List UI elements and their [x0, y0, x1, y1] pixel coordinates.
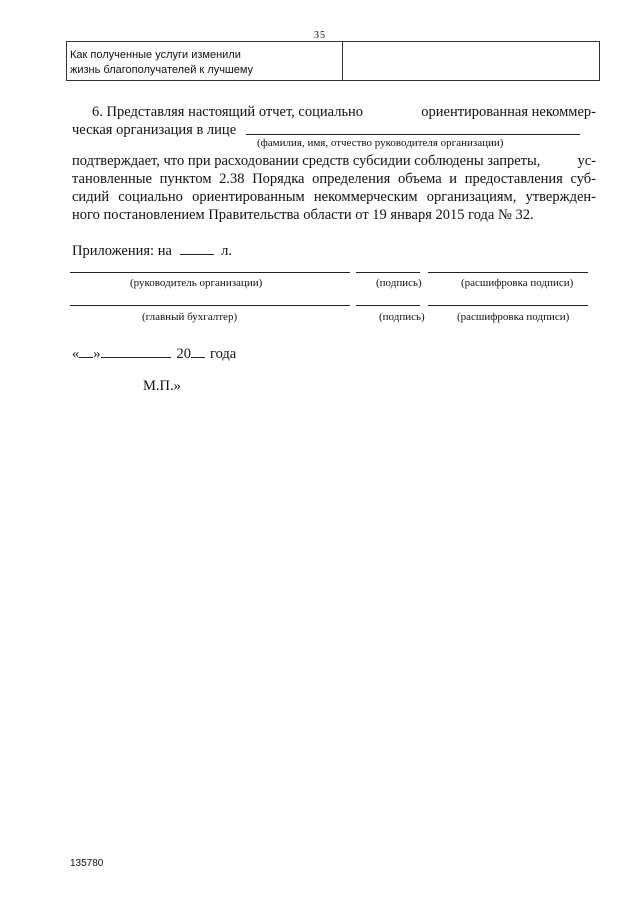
date-open-quote: « — [72, 346, 80, 362]
stamp-placeholder: М.П.» — [143, 378, 181, 394]
director-role-caption: (руководитель организации) — [130, 277, 263, 289]
date-line — [72, 345, 236, 363]
attachments-suffix: л. — [221, 243, 233, 259]
paragraph-line-3-left: подтверждает, что при расходовании средств субсидии соблюдены запреты, — [72, 153, 541, 169]
year-prefix: 20 — [176, 346, 191, 362]
paragraph-line-3-right: ус- — [577, 153, 596, 169]
accountant-signature-field[interactable] — [70, 305, 350, 306]
paragraph-line-4-text: тановленные пунктом 2.38 Порядка определения объема и предоставления суб- — [72, 171, 596, 187]
paragraph-line-1-right: ориентированная некоммер- — [421, 104, 596, 120]
director-signature-field[interactable] — [70, 272, 350, 273]
paragraph-line-4 — [72, 171, 596, 188]
director-name-caption: (фамилия, имя, отчество руководителя организации) — [257, 137, 504, 149]
attachments-count-field[interactable] — [180, 242, 214, 255]
attachments-label: Приложения: на — [72, 243, 172, 259]
accountant-decode-field[interactable] — [428, 305, 588, 306]
paragraph-line-5-text: сидий социально ориентированным некоммерческим организациям, утвержден- — [72, 189, 596, 205]
report-table-row — [66, 41, 600, 81]
director-name-field[interactable] — [246, 134, 580, 135]
accountant-decode-caption: (расшифровка подписи) — [457, 311, 570, 323]
date-close-quote: » — [93, 346, 101, 362]
day-field[interactable] — [79, 345, 93, 358]
footer-code: 135780 — [70, 858, 104, 869]
table-row-label-line-2: жизнь благополучателей к лучшему — [70, 64, 254, 76]
paragraph-line-6 — [72, 207, 596, 224]
attachments-line — [72, 242, 232, 260]
director-sign-caption: (подпись) — [376, 277, 422, 289]
paragraph-line-3 — [72, 153, 596, 170]
paragraph-line-1-left: 6. Представляя настоящий отчет, социально — [92, 104, 364, 120]
table-row-label-line-1: Как полученные услуги изменили — [70, 49, 241, 61]
director-sign-field[interactable] — [356, 272, 420, 273]
accountant-role-caption: (главный бухгалтер) — [142, 311, 238, 323]
paragraph-line-5 — [72, 189, 596, 206]
year-field[interactable] — [191, 345, 205, 358]
year-word: года — [210, 346, 237, 362]
table-row-label — [70, 48, 338, 78]
page-number: 35 — [314, 30, 326, 41]
accountant-sign-caption: (подпись) — [379, 311, 425, 323]
accountant-sign-field[interactable] — [356, 305, 420, 306]
paragraph-line-1 — [92, 104, 596, 121]
month-field[interactable] — [101, 345, 171, 358]
paragraph-line-2-text: ческая организация в лице — [72, 122, 237, 138]
table-column-divider — [342, 42, 343, 80]
director-decode-field[interactable] — [428, 272, 588, 273]
director-decode-caption: (расшифровка подписи) — [461, 277, 574, 289]
paragraph-line-6-text: ного постановлением Правительства области от 19 января 2015 года № 32. — [72, 207, 534, 223]
